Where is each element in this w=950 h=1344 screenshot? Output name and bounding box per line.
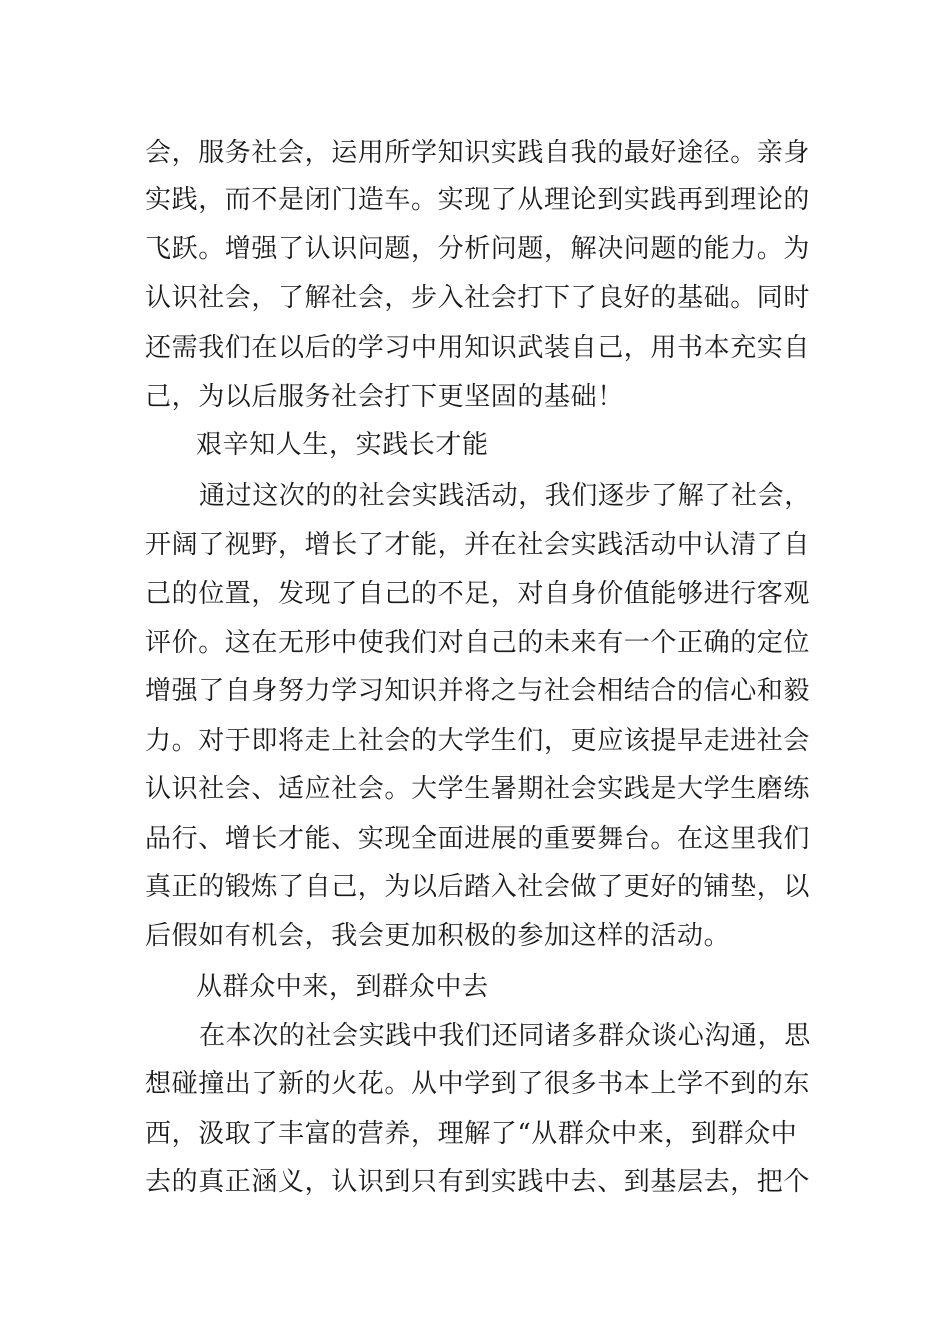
- text-line: 实践，而不是闭门造车。实现了从理论到实践再到理论的: [145, 185, 811, 215]
- section-heading: 艰辛知人生，实践长才能: [196, 430, 489, 460]
- text-line: 西，汲取了丰富的营养，理解了“从群众中来，到群众中: [145, 1119, 798, 1149]
- section-heading: 从群众中来，到群众中去: [196, 972, 489, 1002]
- text-line: 会，服务社会，运用所学知识实践自我的最好途径。亲身: [145, 138, 811, 168]
- text-line: 开阔了视野，增长了才能，并在社会实践活动中认清了自: [145, 530, 811, 560]
- text-line: 去的真正涵义，认识到只有到实践中去、到基层去，把个: [145, 1167, 811, 1197]
- text-line: 认识社会，了解社会，步入社会打下了良好的基础。同时: [145, 283, 811, 313]
- text-line: 力。对于即将走上社会的大学生们，更应该提早走进社会: [145, 726, 811, 756]
- text-line: 后假如有机会，我会更加积极的参加这样的活动。: [145, 921, 731, 951]
- text-line: 品行、增长才能、实现全面进展的重要舞台。在这里我们: [145, 824, 811, 854]
- text-line: 己，为以后服务社会打下更坚固的基础！: [145, 382, 624, 412]
- text-line: 评价。这在无形中使我们对自己的未来有一个正确的定位: [145, 628, 811, 658]
- text-line: 通过这次的的社会实践活动，我们逐步了解了社会，: [199, 481, 811, 511]
- text-line: 在本次的社会实践中我们还同诸多群众谈心沟通，思: [199, 1021, 811, 1051]
- text-line: 认识社会、适应社会。大学生暑期社会实践是大学生磨练: [145, 774, 811, 804]
- text-line: 真正的锻炼了自己，为以后踏入社会做了更好的铺垫，以: [145, 872, 811, 902]
- text-line: 想碰撞出了新的火花。从中学到了很多书本上学不到的东: [145, 1069, 811, 1099]
- text-line: 还需我们在以后的学习中用知识武装自己，用书本充实自: [145, 333, 811, 363]
- text-line: 己的位置，发现了自己的不足，对自身价值能够进行客观: [145, 579, 811, 609]
- text-line: 飞跃。增强了认识问题，分析问题，解决问题的能力。为: [145, 234, 811, 264]
- text-line: 增强了自身努力学习知识并将之与社会相结合的信心和毅: [145, 676, 811, 706]
